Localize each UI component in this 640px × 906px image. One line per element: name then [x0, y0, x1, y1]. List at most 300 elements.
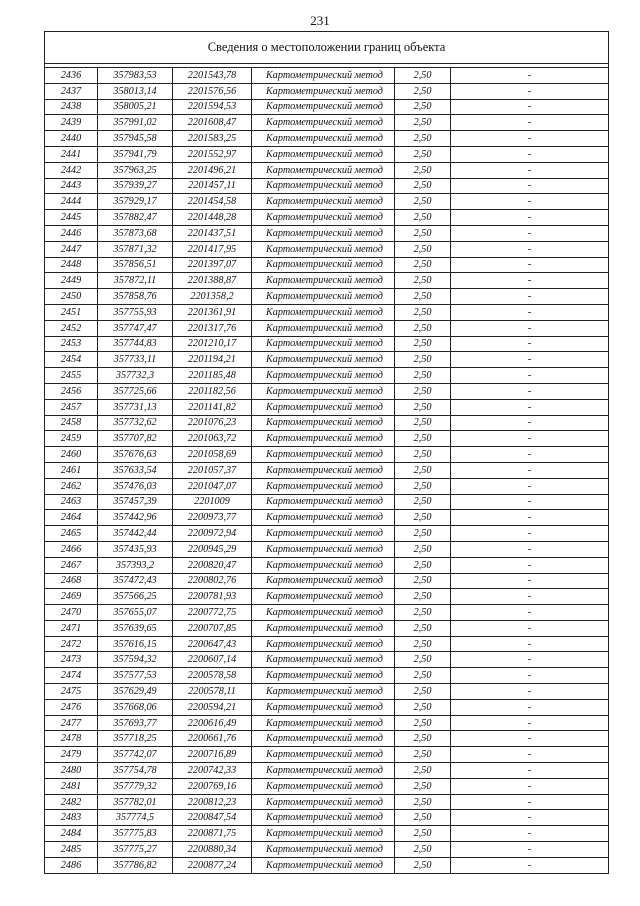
cell-accuracy: 2,50	[395, 731, 451, 747]
cell-point-number: 2472	[45, 636, 98, 652]
cell-point-number: 2463	[45, 494, 98, 510]
cell-coord-x: 357668,06	[98, 699, 173, 715]
cell-point-number: 2486	[45, 857, 98, 873]
cell-method: Картометрический метод	[252, 620, 395, 636]
table-row	[45, 573, 609, 589]
cell-accuracy: 2,50	[395, 557, 451, 573]
cell-accuracy: 2,50	[395, 842, 451, 858]
boundary-table	[44, 31, 609, 874]
cell-coord-x: 357873,68	[98, 225, 173, 241]
cell-coord-x: 357731,13	[98, 399, 173, 415]
cell-method: Картометрический метод	[252, 178, 395, 194]
cell-coord-y: 2201608,47	[173, 115, 252, 131]
cell-coord-y: 2200847,54	[173, 810, 252, 826]
cell-point-number: 2462	[45, 478, 98, 494]
cell-method: Картометрический метод	[252, 289, 395, 305]
cell-coord-x: 357639,65	[98, 620, 173, 636]
cell-coord-x: 357744,83	[98, 336, 173, 352]
cell-coord-x: 357577,53	[98, 668, 173, 684]
cell-accuracy: 2,50	[395, 447, 451, 463]
table-row	[45, 462, 609, 478]
cell-coord-x: 357872,11	[98, 273, 173, 289]
cell-coord-y: 2201063,72	[173, 431, 252, 447]
cell-point-number: 2460	[45, 447, 98, 463]
cell-description: -	[451, 289, 609, 305]
cell-point-number: 2471	[45, 620, 98, 636]
cell-point-number: 2449	[45, 273, 98, 289]
table-row	[45, 383, 609, 399]
cell-method: Картометрический метод	[252, 842, 395, 858]
cell-accuracy: 2,50	[395, 352, 451, 368]
cell-method: Картометрический метод	[252, 636, 395, 652]
cell-point-number: 2446	[45, 225, 98, 241]
cell-point-number: 2438	[45, 99, 98, 115]
cell-description: -	[451, 146, 609, 162]
cell-coord-x: 357882,47	[98, 210, 173, 226]
cell-coord-y: 2201594,53	[173, 99, 252, 115]
cell-description: -	[451, 320, 609, 336]
table-row	[45, 494, 609, 510]
cell-accuracy: 2,50	[395, 826, 451, 842]
cell-coord-y: 2201397,07	[173, 257, 252, 273]
cell-accuracy: 2,50	[395, 162, 451, 178]
cell-accuracy: 2,50	[395, 178, 451, 194]
cell-method: Картометрический метод	[252, 304, 395, 320]
cell-description: -	[451, 510, 609, 526]
cell-coord-x: 357655,07	[98, 605, 173, 621]
cell-method: Картометрический метод	[252, 668, 395, 684]
cell-description: -	[451, 699, 609, 715]
cell-point-number: 2443	[45, 178, 98, 194]
cell-description: -	[451, 826, 609, 842]
cell-coord-x: 357779,32	[98, 778, 173, 794]
cell-coord-x: 357476,03	[98, 478, 173, 494]
table-row	[45, 368, 609, 384]
cell-coord-y: 2200772,75	[173, 605, 252, 621]
cell-coord-y: 2200578,58	[173, 668, 252, 684]
cell-point-number: 2466	[45, 541, 98, 557]
cell-method: Картометрический метод	[252, 526, 395, 542]
cell-accuracy: 2,50	[395, 194, 451, 210]
cell-coord-x: 357742,07	[98, 747, 173, 763]
table-row	[45, 478, 609, 494]
cell-point-number: 2437	[45, 83, 98, 99]
cell-accuracy: 2,50	[395, 115, 451, 131]
cell-method: Картометрический метод	[252, 210, 395, 226]
table-row	[45, 589, 609, 605]
cell-coord-x: 357616,15	[98, 636, 173, 652]
cell-description: -	[451, 494, 609, 510]
table-row	[45, 684, 609, 700]
cell-description: -	[451, 778, 609, 794]
cell-coord-x: 357939,27	[98, 178, 173, 194]
table-row	[45, 605, 609, 621]
cell-point-number: 2465	[45, 526, 98, 542]
cell-description: -	[451, 462, 609, 478]
table-row	[45, 162, 609, 178]
cell-point-number: 2477	[45, 715, 98, 731]
cell-coord-y: 2201047,07	[173, 478, 252, 494]
cell-accuracy: 2,50	[395, 320, 451, 336]
cell-point-number: 2440	[45, 131, 98, 147]
cell-coord-y: 2201009	[173, 494, 252, 510]
cell-point-number: 2480	[45, 763, 98, 779]
page-number: 231	[310, 13, 330, 28]
cell-description: -	[451, 620, 609, 636]
cell-coord-y: 2201448,28	[173, 210, 252, 226]
cell-method: Картометрический метод	[252, 336, 395, 352]
cell-description: -	[451, 131, 609, 147]
cell-point-number: 2454	[45, 352, 98, 368]
cell-method: Картометрический метод	[252, 573, 395, 589]
cell-accuracy: 2,50	[395, 589, 451, 605]
cell-description: -	[451, 589, 609, 605]
table-row	[45, 763, 609, 779]
cell-description: -	[451, 368, 609, 384]
cell-coord-x: 357941,79	[98, 146, 173, 162]
table-row	[45, 146, 609, 162]
cell-coord-x: 357594,32	[98, 652, 173, 668]
cell-description: -	[451, 526, 609, 542]
cell-description: -	[451, 431, 609, 447]
cell-method: Картометрический метод	[252, 810, 395, 826]
cell-point-number: 2469	[45, 589, 98, 605]
cell-accuracy: 2,50	[395, 289, 451, 305]
cell-point-number: 2478	[45, 731, 98, 747]
cell-accuracy: 2,50	[395, 225, 451, 241]
cell-method: Картометрический метод	[252, 478, 395, 494]
cell-coord-y: 2201194,21	[173, 352, 252, 368]
table-row	[45, 652, 609, 668]
cell-method: Картометрический метод	[252, 194, 395, 210]
cell-accuracy: 2,50	[395, 210, 451, 226]
cell-coord-x: 357963,25	[98, 162, 173, 178]
cell-point-number: 2453	[45, 336, 98, 352]
cell-coord-y: 2200871,75	[173, 826, 252, 842]
table-row	[45, 620, 609, 636]
cell-accuracy: 2,50	[395, 131, 451, 147]
cell-coord-y: 2201457,11	[173, 178, 252, 194]
cell-accuracy: 2,50	[395, 715, 451, 731]
cell-method: Картометрический метод	[252, 383, 395, 399]
cell-coord-x: 357775,27	[98, 842, 173, 858]
cell-accuracy: 2,50	[395, 68, 451, 84]
cell-coord-x: 357755,93	[98, 304, 173, 320]
cell-method: Картометрический метод	[252, 399, 395, 415]
cell-accuracy: 2,50	[395, 526, 451, 542]
cell-point-number: 2459	[45, 431, 98, 447]
cell-coord-x: 357435,93	[98, 541, 173, 557]
cell-method: Картометрический метод	[252, 273, 395, 289]
cell-method: Картометрический метод	[252, 462, 395, 478]
cell-point-number: 2479	[45, 747, 98, 763]
cell-accuracy: 2,50	[395, 478, 451, 494]
cell-coord-x: 358013,14	[98, 83, 173, 99]
cell-coord-y: 2200769,16	[173, 778, 252, 794]
table-row	[45, 668, 609, 684]
cell-description: -	[451, 415, 609, 431]
cell-description: -	[451, 194, 609, 210]
cell-coord-x: 357945,58	[98, 131, 173, 147]
cell-coord-x: 357991,02	[98, 115, 173, 131]
cell-description: -	[451, 304, 609, 320]
cell-accuracy: 2,50	[395, 273, 451, 289]
cell-coord-x: 357774,5	[98, 810, 173, 826]
cell-coord-y: 2201496,21	[173, 162, 252, 178]
cell-coord-y: 2201057,37	[173, 462, 252, 478]
table-row	[45, 83, 609, 99]
cell-point-number: 2455	[45, 368, 98, 384]
cell-coord-x: 357733,11	[98, 352, 173, 368]
cell-point-number: 2436	[45, 68, 98, 84]
cell-coord-x: 357871,32	[98, 241, 173, 257]
cell-description: -	[451, 763, 609, 779]
cell-accuracy: 2,50	[395, 257, 451, 273]
table-row	[45, 352, 609, 368]
table-title-row	[45, 32, 609, 64]
table-row	[45, 241, 609, 257]
cell-description: -	[451, 842, 609, 858]
cell-method: Картометрический метод	[252, 257, 395, 273]
cell-point-number: 2476	[45, 699, 98, 715]
cell-description: -	[451, 541, 609, 557]
cell-description: -	[451, 257, 609, 273]
cell-description: -	[451, 478, 609, 494]
cell-accuracy: 2,50	[395, 620, 451, 636]
cell-description: -	[451, 573, 609, 589]
table-row	[45, 194, 609, 210]
cell-coord-x: 357747,47	[98, 320, 173, 336]
cell-description: -	[451, 857, 609, 873]
cell-coord-y: 2200802,76	[173, 573, 252, 589]
cell-accuracy: 2,50	[395, 304, 451, 320]
cell-coord-x: 357983,53	[98, 68, 173, 84]
cell-description: -	[451, 557, 609, 573]
cell-method: Картометрический метод	[252, 684, 395, 700]
cell-coord-y: 2201361,91	[173, 304, 252, 320]
cell-point-number: 2482	[45, 794, 98, 810]
cell-coord-x: 357725,66	[98, 383, 173, 399]
cell-coord-y: 2201543,78	[173, 68, 252, 84]
table-row	[45, 794, 609, 810]
cell-method: Картометрический метод	[252, 699, 395, 715]
cell-point-number: 2442	[45, 162, 98, 178]
cell-method: Картометрический метод	[252, 431, 395, 447]
cell-description: -	[451, 68, 609, 84]
cell-method: Картометрический метод	[252, 747, 395, 763]
table-row	[45, 541, 609, 557]
table-row	[45, 431, 609, 447]
cell-accuracy: 2,50	[395, 383, 451, 399]
cell-description: -	[451, 273, 609, 289]
cell-description: -	[451, 652, 609, 668]
cell-point-number: 2448	[45, 257, 98, 273]
table-row	[45, 842, 609, 858]
cell-point-number: 2452	[45, 320, 98, 336]
cell-coord-y: 2200647,43	[173, 636, 252, 652]
cell-coord-x: 357693,77	[98, 715, 173, 731]
cell-method: Картометрический метод	[252, 320, 395, 336]
cell-coord-y: 2201576,56	[173, 83, 252, 99]
cell-description: -	[451, 115, 609, 131]
cell-point-number: 2467	[45, 557, 98, 573]
cell-point-number: 2444	[45, 194, 98, 210]
cell-point-number: 2441	[45, 146, 98, 162]
cell-accuracy: 2,50	[395, 668, 451, 684]
cell-coord-y: 2201437,51	[173, 225, 252, 241]
cell-method: Картометрический метод	[252, 652, 395, 668]
cell-coord-x: 357393,2	[98, 557, 173, 573]
cell-coord-y: 2200972,94	[173, 526, 252, 542]
cell-method: Картометрический метод	[252, 589, 395, 605]
table-row	[45, 304, 609, 320]
cell-method: Картометрический метод	[252, 131, 395, 147]
cell-method: Картометрический метод	[252, 415, 395, 431]
cell-accuracy: 2,50	[395, 810, 451, 826]
cell-coord-x: 357856,51	[98, 257, 173, 273]
cell-description: -	[451, 668, 609, 684]
cell-coord-x: 357633,54	[98, 462, 173, 478]
cell-point-number: 2485	[45, 842, 98, 858]
cell-method: Картометрический метод	[252, 241, 395, 257]
cell-coord-x: 357676,63	[98, 447, 173, 463]
cell-description: -	[451, 399, 609, 415]
cell-coord-x: 357782,01	[98, 794, 173, 810]
table-row	[45, 68, 609, 84]
cell-point-number: 2474	[45, 668, 98, 684]
table-row	[45, 510, 609, 526]
cell-coord-x: 357732,62	[98, 415, 173, 431]
cell-coord-y: 2201583,25	[173, 131, 252, 147]
cell-method: Картометрический метод	[252, 510, 395, 526]
cell-method: Картометрический метод	[252, 68, 395, 84]
cell-method: Картометрический метод	[252, 794, 395, 810]
cell-accuracy: 2,50	[395, 462, 451, 478]
cell-point-number: 2450	[45, 289, 98, 305]
cell-accuracy: 2,50	[395, 573, 451, 589]
cell-accuracy: 2,50	[395, 652, 451, 668]
cell-description: -	[451, 636, 609, 652]
cell-coord-y: 2200607,14	[173, 652, 252, 668]
cell-accuracy: 2,50	[395, 510, 451, 526]
cell-method: Картометрический метод	[252, 541, 395, 557]
cell-coord-y: 2200877,24	[173, 857, 252, 873]
cell-method: Картометрический метод	[252, 778, 395, 794]
cell-coord-x: 357775,83	[98, 826, 173, 842]
cell-method: Картометрический метод	[252, 605, 395, 621]
cell-method: Картометрический метод	[252, 494, 395, 510]
cell-coord-x: 357786,82	[98, 857, 173, 873]
table-row	[45, 273, 609, 289]
cell-coord-x: 358005,21	[98, 99, 173, 115]
table-row	[45, 857, 609, 873]
cell-method: Картометрический метод	[252, 225, 395, 241]
cell-coord-x: 357929,17	[98, 194, 173, 210]
cell-coord-x: 357718,25	[98, 731, 173, 747]
cell-point-number: 2468	[45, 573, 98, 589]
cell-coord-x: 357566,25	[98, 589, 173, 605]
cell-accuracy: 2,50	[395, 763, 451, 779]
cell-point-number: 2458	[45, 415, 98, 431]
table-row	[45, 336, 609, 352]
table-row	[45, 99, 609, 115]
cell-accuracy: 2,50	[395, 747, 451, 763]
table-row	[45, 115, 609, 131]
cell-coord-y: 2200716,89	[173, 747, 252, 763]
table-row	[45, 810, 609, 826]
cell-coord-y: 2200880,34	[173, 842, 252, 858]
table-row	[45, 447, 609, 463]
cell-point-number: 2464	[45, 510, 98, 526]
cell-point-number: 2484	[45, 826, 98, 842]
cell-accuracy: 2,50	[395, 415, 451, 431]
table-row	[45, 399, 609, 415]
cell-coord-y: 2200820,47	[173, 557, 252, 573]
cell-coord-x: 357442,44	[98, 526, 173, 542]
cell-coord-y: 2201454,58	[173, 194, 252, 210]
cell-coord-y: 2201141,82	[173, 399, 252, 415]
table-row	[45, 289, 609, 305]
cell-description: -	[451, 352, 609, 368]
cell-accuracy: 2,50	[395, 794, 451, 810]
cell-description: -	[451, 731, 609, 747]
cell-coord-y: 2201058,69	[173, 447, 252, 463]
cell-method: Картометрический метод	[252, 352, 395, 368]
table-row	[45, 699, 609, 715]
cell-accuracy: 2,50	[395, 684, 451, 700]
table-row	[45, 178, 609, 194]
cell-accuracy: 2,50	[395, 778, 451, 794]
cell-point-number: 2439	[45, 115, 98, 131]
cell-description: -	[451, 810, 609, 826]
cell-accuracy: 2,50	[395, 494, 451, 510]
cell-description: -	[451, 162, 609, 178]
cell-point-number: 2475	[45, 684, 98, 700]
cell-method: Картометрический метод	[252, 162, 395, 178]
cell-coord-x: 357457,39	[98, 494, 173, 510]
cell-method: Картометрический метод	[252, 115, 395, 131]
table-body	[45, 32, 609, 874]
cell-accuracy: 2,50	[395, 541, 451, 557]
cell-description: -	[451, 794, 609, 810]
table-row	[45, 747, 609, 763]
cell-description: -	[451, 99, 609, 115]
cell-description: -	[451, 383, 609, 399]
table-row	[45, 225, 609, 241]
cell-coord-y: 2201358,2	[173, 289, 252, 305]
table-row	[45, 526, 609, 542]
cell-point-number: 2456	[45, 383, 98, 399]
cell-coord-y: 2201317,76	[173, 320, 252, 336]
table-row	[45, 320, 609, 336]
cell-method: Картометрический метод	[252, 83, 395, 99]
table-row	[45, 557, 609, 573]
cell-coord-x: 357629,49	[98, 684, 173, 700]
cell-accuracy: 2,50	[395, 399, 451, 415]
cell-point-number: 2457	[45, 399, 98, 415]
cell-method: Картометрический метод	[252, 368, 395, 384]
table-row	[45, 826, 609, 842]
table-row	[45, 778, 609, 794]
cell-coord-y: 2200707,85	[173, 620, 252, 636]
table-row	[45, 636, 609, 652]
cell-method: Картометрический метод	[252, 557, 395, 573]
cell-method: Картометрический метод	[252, 763, 395, 779]
cell-description: -	[451, 605, 609, 621]
cell-method: Картометрический метод	[252, 447, 395, 463]
cell-description: -	[451, 336, 609, 352]
cell-point-number: 2470	[45, 605, 98, 621]
